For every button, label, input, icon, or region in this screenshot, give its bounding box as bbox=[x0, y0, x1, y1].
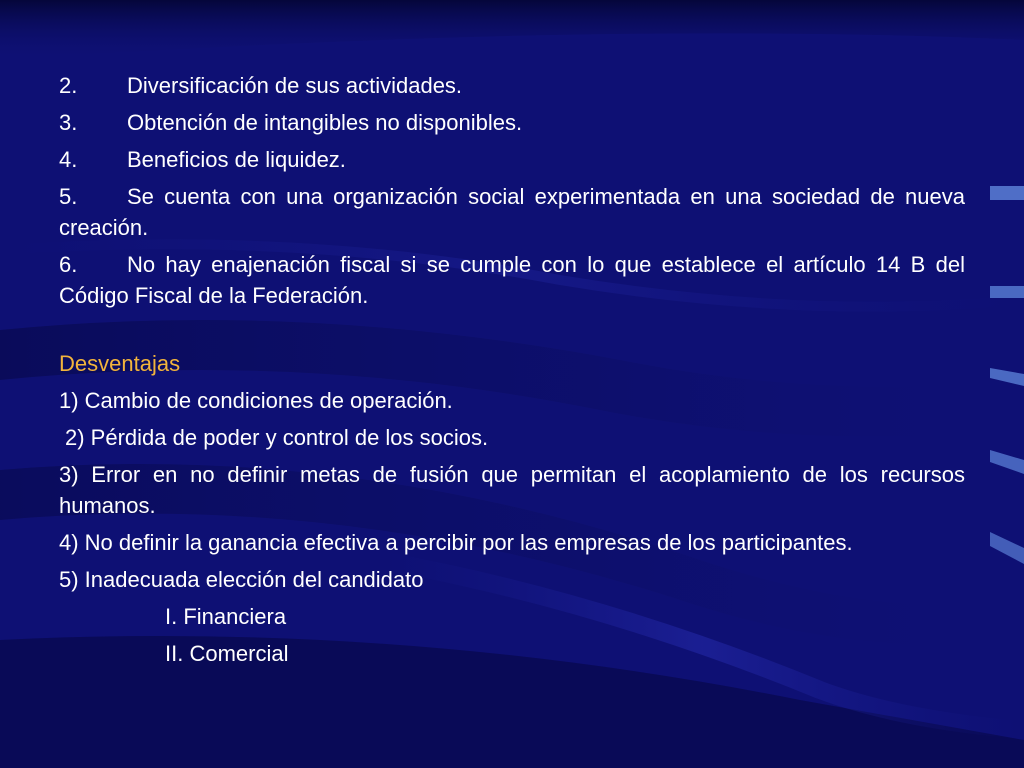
advantage-item-6 bbox=[59, 249, 965, 311]
item-text: Obtención de intangibles no disponibles. bbox=[127, 110, 523, 135]
item-text: Se cuenta con una organización social experimentada en una sociedad de nueva creación. bbox=[59, 184, 965, 240]
item-number: 5. bbox=[59, 184, 78, 209]
candidate-subitem-financiera: I. Financiera bbox=[165, 604, 287, 629]
slide-content bbox=[59, 70, 965, 675]
item-number: 2. bbox=[59, 73, 78, 98]
disadvantage-item-1: 1) Cambio de condiciones de operación. bbox=[59, 388, 453, 413]
item-number: 4. bbox=[59, 147, 78, 172]
candidate-subitem-comercial: II. Comercial bbox=[165, 641, 289, 666]
disadvantage-item-5: 5) Inadecuada elección del candidato bbox=[59, 567, 424, 592]
disadvantage-item-3: 3) Error en no definir metas de fusión que permitan el acoplamiento de los recursos humanos. bbox=[59, 462, 965, 518]
advantage-item-2 bbox=[59, 70, 965, 101]
item-text: Diversificación de sus actividades. bbox=[127, 73, 463, 98]
item-text: No hay enajenación fiscal si se cumple con lo que establece el artículo 14 B del Código Fiscal de la Federación. bbox=[59, 252, 965, 308]
disadvantage-item-2: 2) Pérdida de poder y control de los socios. bbox=[65, 425, 489, 450]
advantage-item-5 bbox=[59, 181, 965, 243]
item-number: 6. bbox=[59, 252, 78, 277]
advantage-item-4 bbox=[59, 144, 965, 175]
spacer bbox=[59, 317, 965, 348]
disadvantage-item-4: 4) No definir la ganancia efectiva a percibir por las empresas de los participantes. bbox=[59, 530, 853, 555]
disadvantages-heading: Desventajas bbox=[59, 351, 181, 376]
advantage-item-3 bbox=[59, 107, 965, 138]
item-text: Beneficios de liquidez. bbox=[127, 147, 346, 172]
item-number: 3. bbox=[59, 110, 78, 135]
